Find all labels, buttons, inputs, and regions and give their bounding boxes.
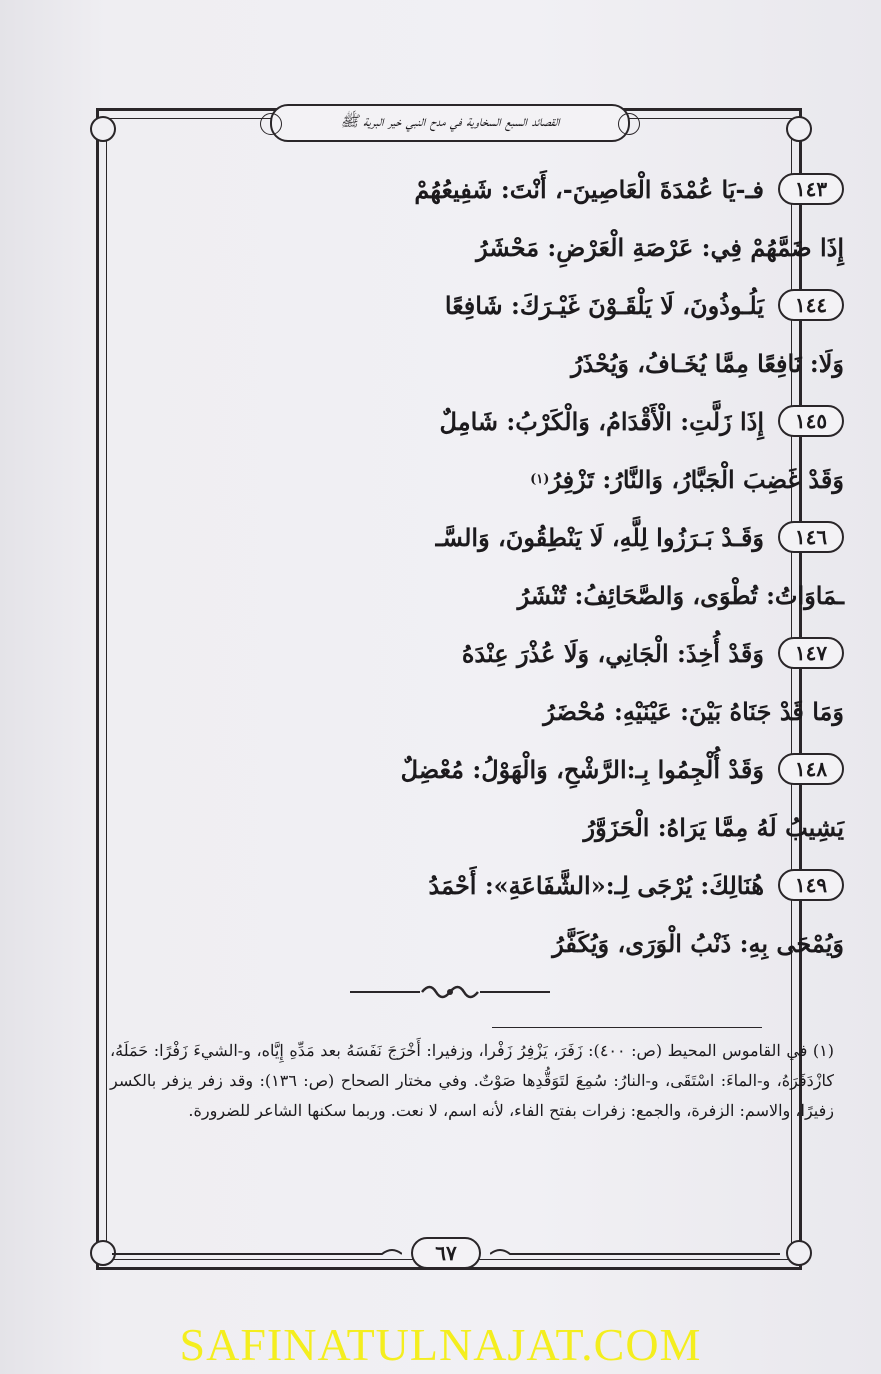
verse-first-hemistich: يَلُـوذُونَ، لَا يَلْقَـوْنَ غَيْـرَكَ: شَافِعًا	[444, 290, 764, 320]
verse-148	[118, 740, 844, 856]
running-header	[270, 104, 630, 142]
verse-number: ١٤٤	[778, 289, 844, 321]
footnote-text: (١) في القاموس المحيط (ص: ٤٠٠): زَفَرَ، يَزْفِرُ زَفْرا، وزفيرا: أَخْرَجَ نَفَسَهُ بعد مَدِّهِ إِيَّاه، و-الشيءَ زَفْرًا: حَمَلَهُ، كازْدَفَرَهُ، و-الماءَ: اسْتَقَى، و-النارُ: سُمِعَ لتَوَقُّدِها صَوْتٌ. وفي مختار الصحاح (ص: ١٣٦): وقد زفر يزفر بالكسر زفيرًا، والاسم: الزفرة، والجمع: زفرات بفتح الفاء، لأنه اسم، لا نعت. وربما سكنها الشاعر للضرورة.	[110, 1041, 835, 1120]
page-number	[411, 1237, 481, 1269]
verse-second-hemistich: ـمَاوَاتُ: تُطْوَى، وَالصَّحَائِفُ: تُنْشَرُ	[517, 580, 844, 610]
verse-144	[118, 276, 844, 392]
footnote-separator	[492, 1027, 762, 1028]
site-watermark: SAFINATULNAJAT.COM	[179, 1319, 702, 1370]
verse-first-hemistich: إِذَا زَلَّتِ: الْأَقْدَامُ، وَالْكَرْبُ: شَامِلٌ	[439, 406, 764, 436]
section-divider-ornament-icon	[350, 980, 550, 1004]
verse-second-hemistich: وَمَا قَدْ جَنَاهُ بَيْنَ: عَيْنَيْهِ: مُحْضَرُ	[543, 696, 844, 726]
verse-first-hemistich: وَقَدْ أُخِذَ: الْجَانِي، وَلَا عُذْرَ عِنْدَهُ	[461, 638, 764, 668]
verse-number: ١٤٥	[778, 405, 844, 437]
verse-number: ١٤٨	[778, 753, 844, 785]
verse-145	[118, 392, 844, 508]
verse-first-hemistich: وَقَدْ أُلْجِمُوا بِـ:الرَّشْحِ، وَالْهَوْلُ: مُعْضِلٌ	[400, 754, 764, 784]
verse-second-hemistich: يَشِيبُ لَهُ مِمَّا يَرَاهُ: الْحَزَوَّرُ	[583, 812, 844, 842]
verse-number: ١٤٦	[778, 521, 844, 553]
header-title: القصائد السبع السخاوية في مدح النبي خير البرية ﷺ	[340, 112, 560, 130]
verse-147	[118, 624, 844, 740]
verse-146	[118, 508, 844, 624]
verse-number: ١٤٩	[778, 869, 844, 901]
poem-verses	[118, 160, 844, 972]
corner-ornament-icon	[90, 116, 116, 142]
bottom-border-ornament-icon	[112, 1245, 402, 1263]
footnote-reference[interactable]: (١)	[530, 471, 550, 487]
verse-second-hemistich: إِذَا ضَمَّهُمْ فِي: عَرْصَةِ الْعَرْضِ: مَحْشَرُ	[476, 232, 844, 262]
verse-first-hemistich: وَقَـدْ بَـرَزُوا لِلَّهِ، لَا يَنْطِقُونَ، وَالسَّـ	[435, 522, 764, 552]
verse-second-hemistich: وَقَدْ غَضِبَ الْجَبَّارُ، وَالنَّارُ: تَزْفِرُ	[549, 464, 844, 494]
verse-first-hemistich: فـ-يَا عُمْدَةَ الْعَاصِينَ-، أَنْتَ: شَفِيعُهُمْ	[414, 174, 764, 204]
verse-second-hemistich: وَلَا: نَافِعًا مِمَّا يُخَـافُ، وَيُحْذَرُ	[570, 348, 844, 378]
verse-149	[118, 856, 844, 972]
verse-number: ١٤٧	[778, 637, 844, 669]
footnote	[110, 1036, 834, 1126]
verse-143	[118, 160, 844, 276]
corner-ornament-icon	[786, 1240, 812, 1266]
verse-number: ١٤٣	[778, 173, 844, 205]
verse-first-hemistich: هُنَالِكَ: يُرْجَى لِـ:«الشَّفَاعَةِ»: أَحْمَدُ	[428, 870, 764, 900]
bottom-border-ornament-icon	[490, 1245, 780, 1263]
page-number-text: ٦٧	[435, 1241, 457, 1265]
verse-second-hemistich: وَيُمْحَى بِهِ: ذَنْبُ الْوَرَى، وَيُكَفَّرُ	[552, 928, 844, 958]
corner-ornament-icon	[786, 116, 812, 142]
